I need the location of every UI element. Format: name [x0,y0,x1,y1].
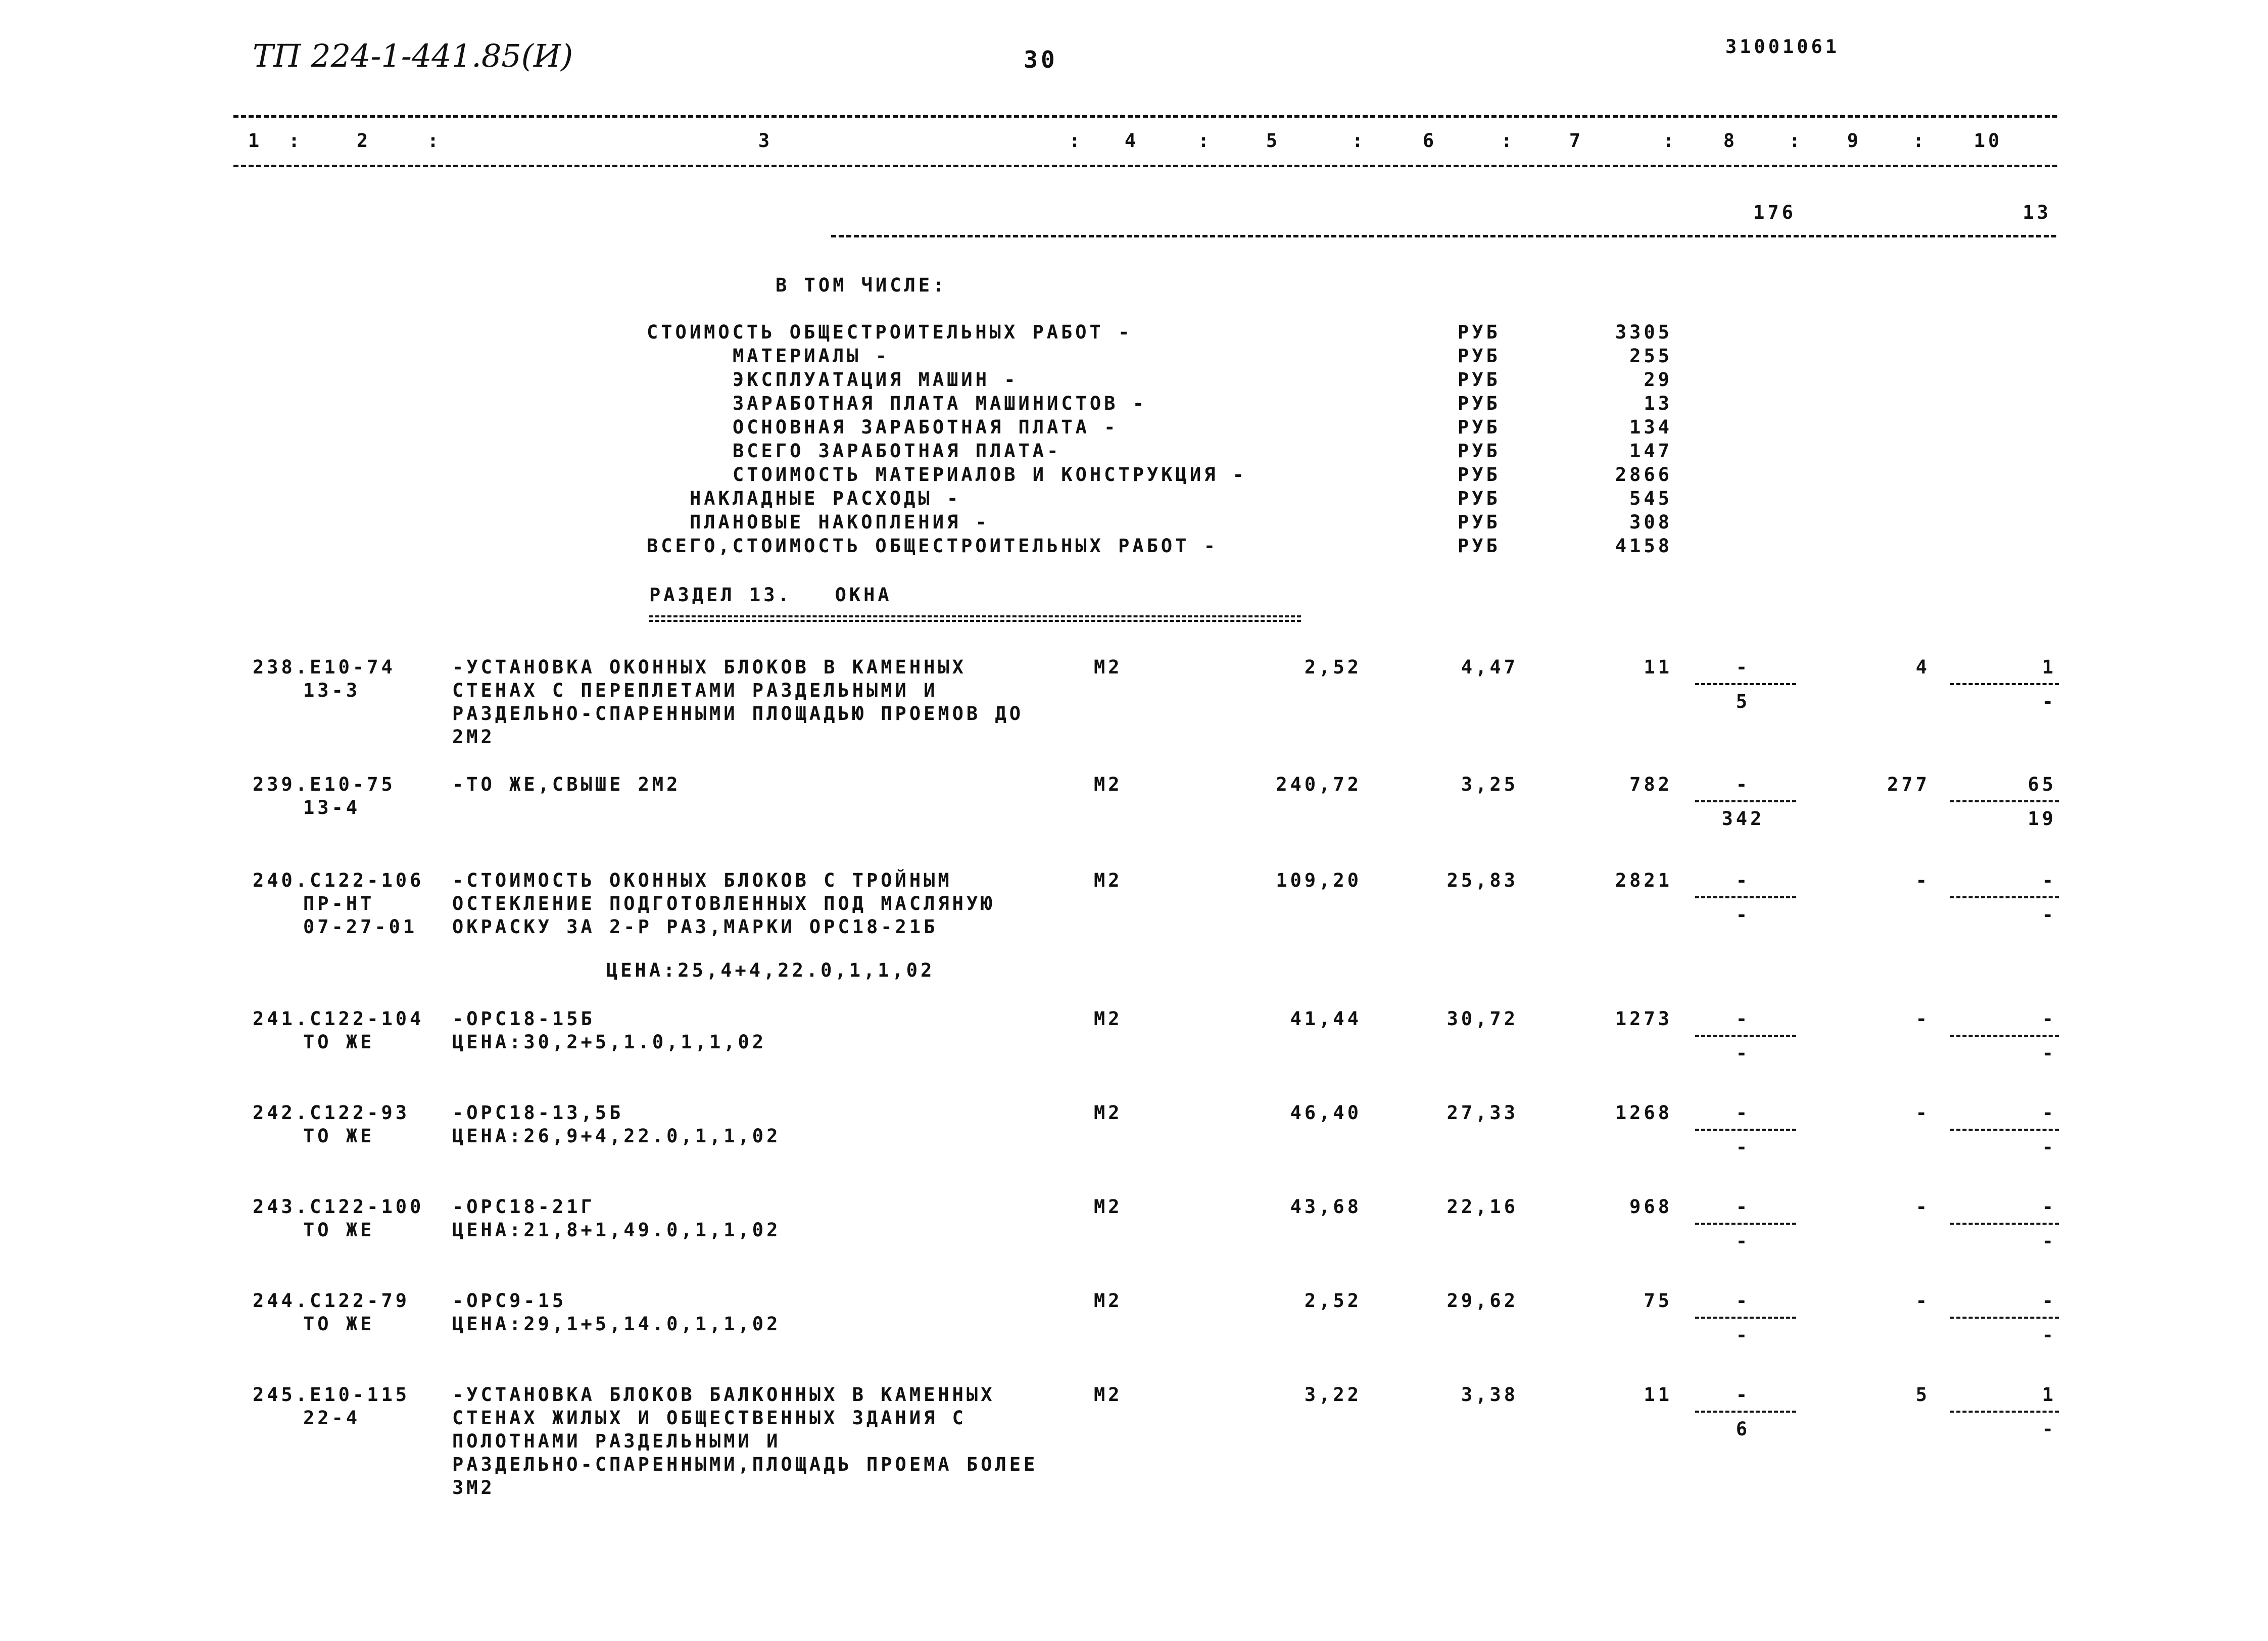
summary-value: 13 [1644,393,1672,414]
item-col10-bottom: - [2042,1136,2056,1158]
item-code: 243.С122-100 [253,1196,424,1218]
item-col8-rule [1695,1411,1796,1413]
item-col10-top: 1 [2042,656,2056,678]
item-unit: М2 [1094,1196,1123,1218]
item-description: ЦЕНА:26,9+4,22.0,1,1,02 [452,1125,781,1147]
item-col10-top: - [2042,1008,2056,1030]
item-col8-rule [1695,1317,1796,1319]
item-quantity: 43,68 [1290,1196,1362,1218]
item-col10-rule [1950,1223,2059,1225]
item-col9: - [1915,1008,1930,1030]
item-unit-price: 27,33 [1446,1102,1518,1124]
item-description: ЦЕНА:21,8+1,49.0,1,1,02 [452,1219,781,1241]
item-description: ЦЕНА:29,1+5,14.0,1,1,02 [452,1313,781,1335]
item-description: -ОРС18-15Б [452,1008,595,1030]
item-quantity: 3,22 [1304,1384,1362,1406]
item-col8-rule [1695,1223,1796,1225]
item-code: 239.Е10-75 [253,774,396,795]
column-separator: : [1662,130,1677,152]
item-description: ОКРАСКУ ЗА 2-Р РАЗ,МАРКИ ОРС18-21Б [452,916,938,938]
item-col9: - [1915,870,1930,891]
item-code: ТО ЖЕ [303,1313,375,1335]
item-unit: М2 [1094,774,1123,795]
item-col8-rule [1695,683,1796,685]
item-unit-price: 25,83 [1446,870,1518,891]
item-total: 1268 [1615,1102,1672,1124]
summary-unit: РУБ [1458,440,1501,462]
item-description: ПОЛОТНАМИ РАЗДЕЛЬНЫМИ И [452,1430,781,1452]
summary-value: 134 [1629,416,1672,438]
item-col8-top: - [1735,656,1751,678]
item-description: 3М2 [452,1477,495,1499]
item-total: 11 [1644,656,1672,678]
column-separator: : [1069,130,1084,152]
header-bottom-rule [233,165,2057,167]
item-col8-top: - [1735,1102,1751,1124]
item-quantity: 109,20 [1276,870,1362,891]
item-code: 245.Е10-115 [253,1384,410,1406]
item-quantity: 41,44 [1290,1008,1362,1030]
item-code: 13-4 [303,797,361,818]
column-header-9: 9 [1847,130,1862,152]
summary-label: СТОИМОСТЬ МАТЕРИАЛОВ И КОНСТРУКЦИЯ - [733,464,1247,486]
item-col10-bottom: 19 [2028,808,2056,830]
item-col8-top: - [1735,870,1751,891]
item-description: СТЕНАХ С ПЕРЕПЛЕТАМИ РАЗДЕЛЬНЫМИ И [452,680,938,701]
column-header-7: 7 [1569,130,1584,152]
item-col8-top: - [1735,1290,1751,1312]
column-header-5: 5 [1266,130,1281,152]
item-col10-rule [1950,896,2059,898]
summary-unit: РУБ [1458,464,1501,486]
item-col8-bottom: 342 [1721,808,1765,830]
item-code: 07-27-01 [303,916,418,938]
item-unit: М2 [1094,1290,1123,1312]
item-col8-rule [1695,896,1796,898]
item-code: ПР-НТ [303,893,375,914]
item-code: 240.С122-106 [253,870,424,891]
item-code: ТО ЖЕ [303,1219,375,1241]
item-description: 2М2 [452,726,495,748]
summary-label: МАТЕРИАЛЫ - [733,345,890,367]
summary-unit: РУБ [1458,416,1501,438]
item-col10-bottom: - [2042,1042,2056,1064]
header-top-rule [233,115,2057,118]
item-col9: - [1915,1102,1930,1124]
column-header-3: 3 [758,130,773,152]
column-header-1: 1 [248,130,263,152]
summary-label: НАКЛАДНЫЕ РАСХОДЫ - [690,488,961,509]
item-code: 238.Е10-74 [253,656,396,678]
summary-value: 3305 [1615,321,1672,343]
subtotal-col8: 176 [1753,202,1796,223]
summary-unit: РУБ [1458,393,1501,414]
item-description: РАЗДЕЛЬНО-СПАРЕННЫМИ ПЛОЩАДЬЮ ПРОЕМОВ ДО [452,703,1024,725]
item-col8-rule [1695,800,1796,802]
item-unit: М2 [1094,656,1123,678]
summary-label: ВСЕГО,СТОИМОСТЬ ОБЩЕСТРОИТЕЛЬНЫХ РАБОТ - [647,535,1219,557]
item-total: 968 [1629,1196,1672,1218]
item-total: 75 [1644,1290,1672,1312]
summary-unit: РУБ [1458,488,1501,509]
item-col10-bottom: - [2042,691,2056,712]
item-unit-price: 29,62 [1446,1290,1518,1312]
item-unit: М2 [1094,1102,1123,1124]
item-code: 242.С122-93 [253,1102,410,1124]
item-col10-rule [1950,1317,2059,1319]
item-code: 22-4 [303,1407,361,1429]
item-code: 13-3 [303,680,361,701]
summary-label: СТОИМОСТЬ ОБЩЕСТРОИТЕЛЬНЫХ РАБОТ - [647,321,1133,343]
item-col10-rule [1950,683,2059,685]
section-title: РАЗДЕЛ 13. ОКНА [649,584,892,606]
item-unit-price: 3,25 [1461,774,1518,795]
item-description: -СТОИМОСТЬ ОКОННЫХ БЛОКОВ С ТРОЙНЫМ [452,870,952,891]
column-separator: : [427,130,442,152]
item-col10-bottom: - [2042,1324,2056,1346]
document-code: ТП 224-1-441.85(И) [253,37,573,74]
subtotal-col10: 13 [2022,202,2051,223]
item-col10-top: - [2042,1102,2056,1124]
item-col9: 4 [1915,656,1930,678]
summary-title: В ТОМ ЧИСЛЕ: [776,274,947,296]
summary-value: 545 [1629,488,1672,509]
item-total: 782 [1629,774,1672,795]
column-separator: : [1197,130,1213,152]
item-col8-bottom: - [1735,904,1751,926]
item-code: ТО ЖЕ [303,1125,375,1147]
subtotal-rule [831,235,2056,237]
column-header-2: 2 [356,130,371,152]
item-col10-bottom: - [2042,1418,2056,1440]
summary-label: ОСНОВНАЯ ЗАРАБОТНАЯ ПЛАТА - [733,416,1119,438]
item-col9: 277 [1887,774,1930,795]
item-description: ЦЕНА:30,2+5,1.0,1,1,02 [452,1031,767,1053]
column-separator: : [1501,130,1516,152]
summary-value: 147 [1629,440,1672,462]
item-quantity: 240,72 [1276,774,1362,795]
item-description: -ОРС18-21Г [452,1196,595,1218]
summary-unit: РУБ [1458,321,1501,343]
item-price-note: ЦЕНА:25,4+4,22.0,1,1,02 [606,959,935,981]
item-col10-rule [1950,1035,2059,1037]
item-unit: М2 [1094,870,1123,891]
summary-value: 308 [1629,511,1672,533]
item-col8-top: - [1735,1384,1751,1406]
summary-label: ПЛАНОВЫЕ НАКОПЛЕНИЯ - [690,511,990,533]
item-quantity: 46,40 [1290,1102,1362,1124]
item-unit-price: 22,16 [1446,1196,1518,1218]
item-col8-rule [1695,1035,1796,1037]
item-col10-top: - [2042,1290,2056,1312]
item-col10-rule [1950,1129,2059,1131]
item-total: 2821 [1615,870,1672,891]
section-underline [649,615,1301,617]
summary-unit: РУБ [1458,535,1501,557]
item-quantity: 2,52 [1304,656,1362,678]
item-col10-rule [1950,1411,2059,1413]
summary-value: 2866 [1615,464,1672,486]
item-col10-bottom: - [2042,904,2056,926]
item-col10-top: 1 [2042,1384,2056,1406]
item-code: 244.С122-79 [253,1290,410,1312]
item-col10-top: 65 [2028,774,2056,795]
item-col8-top: - [1735,774,1751,795]
item-description: -ОРС18-13,5Б [452,1102,624,1124]
summary-unit: РУБ [1458,345,1501,367]
item-col10-bottom: - [2042,1230,2056,1252]
item-col8-bottom: 5 [1735,691,1751,712]
item-total: 11 [1644,1384,1672,1406]
item-col9: 5 [1915,1384,1930,1406]
item-description: -УСТАНОВКА ОКОННЫХ БЛОКОВ В КАМЕННЫХ [452,656,967,678]
item-unit-price: 3,38 [1461,1384,1518,1406]
item-col10-top: - [2042,1196,2056,1218]
summary-label: ЗАРАБОТНАЯ ПЛАТА МАШИНИСТОВ - [733,393,1147,414]
column-header-4: 4 [1124,130,1139,152]
document-number: 31001061 [1725,36,1840,58]
item-description: РАЗДЕЛЬНО-СПАРЕННЫМИ,ПЛОЩАДЬ ПРОЕМА БОЛЕЕ [452,1454,1038,1475]
summary-value: 29 [1644,369,1672,391]
item-col10-rule [1950,800,2059,802]
column-separator: : [288,130,303,152]
summary-value: 255 [1629,345,1672,367]
item-col8-bottom: - [1735,1324,1751,1346]
item-description: -ОРС9-15 [452,1290,567,1312]
item-col8-top: - [1735,1008,1751,1030]
item-unit-price: 4,47 [1461,656,1518,678]
item-col8-bottom: - [1735,1136,1751,1158]
column-separator: : [1789,130,1804,152]
column-separator: : [1352,130,1367,152]
item-col8-bottom: - [1735,1042,1751,1064]
item-col8-bottom: 6 [1735,1418,1751,1440]
item-code: 241.С122-104 [253,1008,424,1030]
item-col8-top: - [1735,1196,1751,1218]
item-description: СТЕНАХ ЖИЛЫХ И ОБЩЕСТВЕННЫХ ЗДАНИЯ С [452,1407,967,1429]
item-col8-rule [1695,1129,1796,1131]
item-unit: М2 [1094,1384,1123,1406]
item-quantity: 2,52 [1304,1290,1362,1312]
item-description: -ТО ЖЕ,СВЫШЕ 2М2 [452,774,681,795]
summary-unit: РУБ [1458,369,1501,391]
summary-unit: РУБ [1458,511,1501,533]
item-unit: М2 [1094,1008,1123,1030]
summary-label: ВСЕГО ЗАРАБОТНАЯ ПЛАТА- [733,440,1061,462]
item-col9: - [1915,1290,1930,1312]
item-description: ОСТЕКЛЕНИЕ ПОДГОТОВЛЕННЫХ ПОД МАСЛЯНУЮ [452,893,995,914]
summary-value: 4158 [1615,535,1672,557]
column-header-6: 6 [1422,130,1437,152]
item-description: -УСТАНОВКА БЛОКОВ БАЛКОННЫХ В КАМЕННЫХ [452,1384,995,1406]
item-unit-price: 30,72 [1446,1008,1518,1030]
summary-label: ЭКСПЛУАТАЦИЯ МАШИН - [733,369,1019,391]
item-col8-bottom: - [1735,1230,1751,1252]
item-col10-top: - [2042,870,2056,891]
column-header-8: 8 [1723,130,1738,152]
column-separator: : [1912,130,1927,152]
column-header-10: 10 [1973,130,2003,152]
page-number: 30 [1024,46,1058,73]
item-code: ТО ЖЕ [303,1031,375,1053]
item-total: 1273 [1615,1008,1672,1030]
item-col9: - [1915,1196,1930,1218]
